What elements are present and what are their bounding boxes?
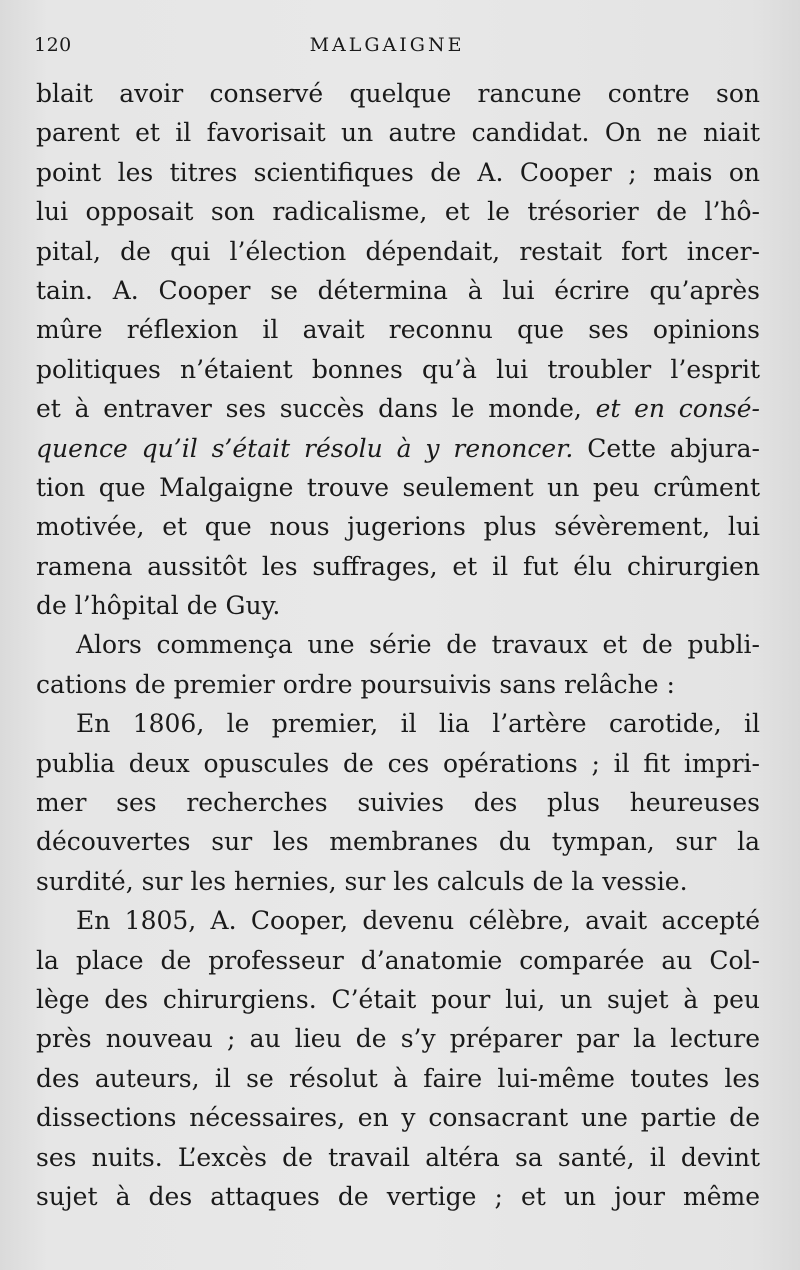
text-line-29: sujet à des attaques de vertige ; et un jour même (36, 1181, 760, 1211)
text-line-17: En 1806, le premier, il lia l’artère carotide, il (76, 709, 760, 739)
text-line-6: tain. A. Cooper se détermina à lui écrire qu’après (36, 275, 760, 305)
text-line-7: mûre réflexion il avait reconnu que ses opinions (36, 315, 760, 345)
text-line-15: Alors commença une série de travaux et de publi- (76, 630, 760, 660)
text-line-3: point les titres scientifiques de A. Cooper ; mais on (36, 157, 760, 187)
text-line-27: dissections nécessaires, en y consacrant une partie de (36, 1103, 760, 1133)
text-line-5: pital, de qui l’élection dépendait, restait fort incer- (36, 236, 760, 266)
text-line-23: la place de professeur d’anatomie comparée au Col- (36, 945, 760, 975)
text-line-1: blait avoir conservé quelque rancune contre son (36, 79, 760, 108)
text-line-26: des auteurs, il se résolut à faire lui-même toutes les (36, 1063, 760, 1093)
text-line-14: de l’hôpital de Guy. (36, 591, 281, 621)
text-line-24: lège des chirurgiens. C’était pour lui, un sujet à peu (36, 984, 760, 1014)
page-header (34, 34, 740, 62)
text-line-12: motivée, et que nous jugerions plus sévèrement, lui (36, 512, 760, 542)
text-line-4: lui opposait son radicalisme, et le trésorier de l’hô- (36, 197, 760, 227)
text-line-16: cations de premier ordre poursuivis sans relâche : (36, 669, 675, 699)
text-line-10: quence qu’il s’était résolu à y renoncer. Cette abjura- (36, 433, 760, 463)
body-text (36, 74, 760, 1216)
text-line-13: ramena aussitôt les suffrages, et il fut élu chirurgien (36, 551, 760, 581)
running-head: MALGAIGNE (309, 34, 465, 56)
text-line-22: En 1805, A. Cooper, devenu célèbre, avait accepté (76, 906, 760, 936)
text-line-28: ses nuits. L’excès de travail altéra sa santé, il devint (36, 1142, 760, 1172)
italic-phrase-end: quence qu’il s’était résolu à y renoncer. (36, 433, 574, 463)
page-number: 120 (34, 34, 72, 56)
text-line-25: près nouveau ; au lieu de s’y préparer par la lecture (36, 1024, 760, 1054)
text-line-20: découvertes sur les membranes du tympan, sur la (36, 827, 760, 857)
text-line-18: publia deux opuscules de ces opérations ; il fit impri- (36, 748, 760, 778)
italic-phrase-start: et en consé- (595, 394, 760, 424)
text-line-21: surdité, sur les hernies, sur les calculs de la vessie. (36, 866, 688, 896)
text-line-9: et à entraver ses succès dans le monde, et en consé- (36, 394, 760, 424)
text-line-2: parent et il favorisait un autre candidat. On ne niait (36, 118, 760, 148)
text-line-8: politiques n’étaient bonnes qu’à lui troubler l’esprit (36, 354, 760, 384)
text-line-11: tion que Malgaigne trouve seulement un peu crûment (36, 472, 760, 502)
text-line-19: mer ses recherches suivies des plus heureuses (36, 788, 760, 818)
